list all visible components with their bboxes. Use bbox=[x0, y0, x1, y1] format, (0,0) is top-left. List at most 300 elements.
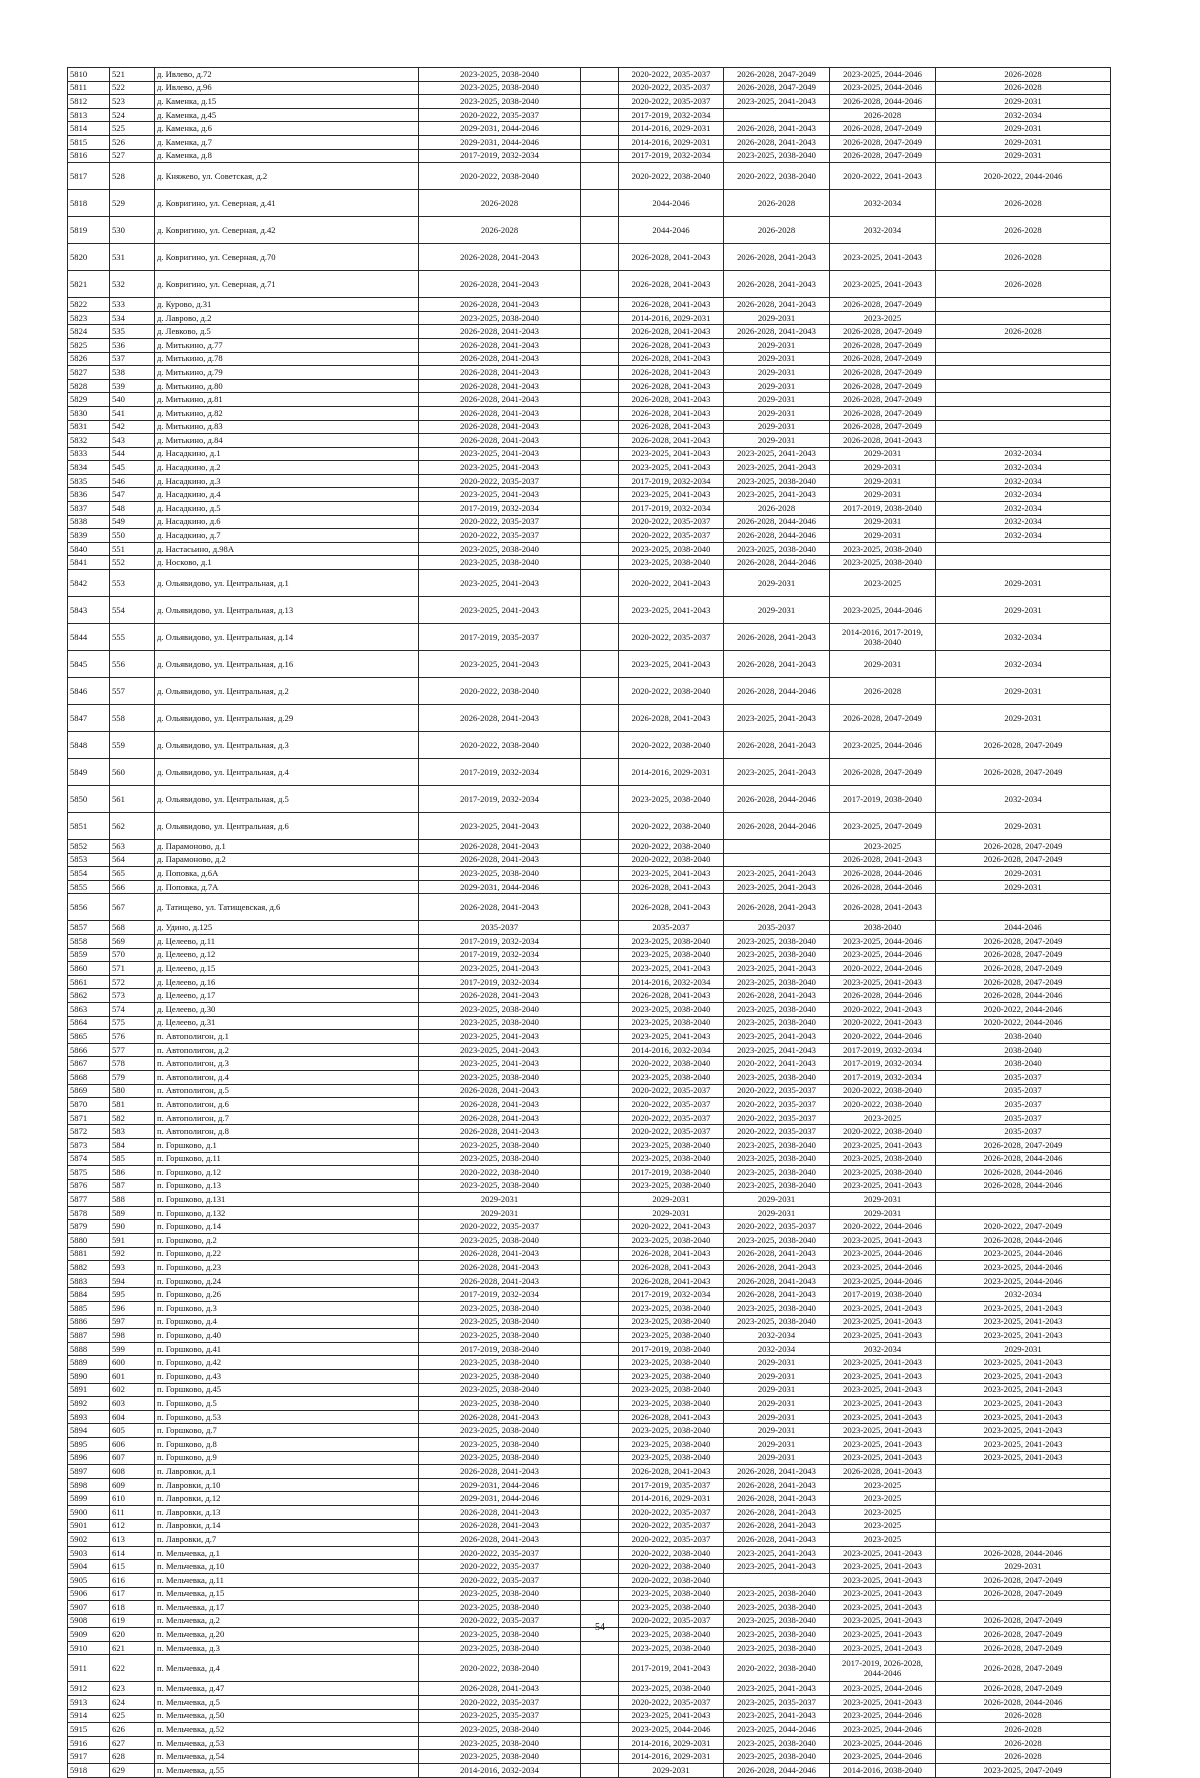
period-cell-5: 2026-2028, 2047-2049 bbox=[936, 948, 1111, 962]
period-cell-3: 2026-2028, 2044-2046 bbox=[724, 678, 830, 705]
row-number-cell: 5899 bbox=[68, 1492, 110, 1506]
period-cell-1: 2026-2028, 2041-2043 bbox=[419, 325, 581, 339]
item-index-cell: 608 bbox=[110, 1465, 155, 1479]
item-index-cell: 535 bbox=[110, 325, 155, 339]
spacer-cell bbox=[581, 217, 619, 244]
address-cell: п. Горшково, д.7 bbox=[155, 1424, 419, 1438]
item-index-cell: 628 bbox=[110, 1750, 155, 1764]
spacer-cell bbox=[581, 1247, 619, 1261]
period-cell-4: 2026-2028 bbox=[830, 108, 936, 122]
period-cell-4: 2026-2028, 2047-2049 bbox=[830, 759, 936, 786]
period-cell-2: 2023-2025, 2038-2040 bbox=[619, 1370, 724, 1384]
period-cell-3: 2026-2028, 2044-2046 bbox=[724, 515, 830, 529]
item-index-cell: 554 bbox=[110, 597, 155, 624]
period-cell-5 bbox=[936, 379, 1111, 393]
address-cell: д. Ольявидово, ул. Центральная, д.16 bbox=[155, 651, 419, 678]
period-cell-1: 2026-2028 bbox=[419, 217, 581, 244]
period-cell-1: 2023-2025, 2041-2043 bbox=[419, 570, 581, 597]
period-cell-5: 2038-2040 bbox=[936, 1043, 1111, 1057]
table-row bbox=[68, 1750, 1111, 1764]
period-cell-3: 2023-2025, 2038-2040 bbox=[724, 1152, 830, 1166]
period-cell-4: 2026-2028, 2047-2049 bbox=[830, 325, 936, 339]
spacer-cell bbox=[581, 556, 619, 570]
address-cell: д. Ольявидово, ул. Центральная, д.29 bbox=[155, 705, 419, 732]
table-row bbox=[68, 1111, 1111, 1125]
spacer-cell bbox=[581, 1764, 619, 1778]
period-cell-5: 2029-2031 bbox=[936, 1560, 1111, 1574]
period-cell-3: 2029-2031 bbox=[724, 1370, 830, 1384]
row-number-cell: 5913 bbox=[68, 1696, 110, 1710]
period-cell-4: 2023-2025, 2041-2043 bbox=[830, 1383, 936, 1397]
period-cell-3: 2023-2025, 2038-2040 bbox=[724, 1736, 830, 1750]
period-cell-4: 2032-2034 bbox=[830, 1342, 936, 1356]
table-row bbox=[68, 556, 1111, 570]
period-cell-4: 2023-2025, 2044-2046 bbox=[830, 1247, 936, 1261]
address-cell: д. Ковригино, ул. Северная, д.41 bbox=[155, 190, 419, 217]
period-cell-4: 2023-2025, 2044-2046 bbox=[830, 1750, 936, 1764]
period-cell-2: 2020-2022, 2035-2037 bbox=[619, 529, 724, 543]
period-cell-2: 2023-2025, 2038-2040 bbox=[619, 786, 724, 813]
table-row bbox=[68, 1234, 1111, 1248]
period-cell-2: 2044-2046 bbox=[619, 217, 724, 244]
address-cell: п. Горшково, д.23 bbox=[155, 1261, 419, 1275]
period-cell-4: 2023-2025, 2044-2046 bbox=[830, 1736, 936, 1750]
period-cell-3: 2026-2028, 2041-2043 bbox=[724, 135, 830, 149]
period-cell-5: 2026-2028 bbox=[936, 1750, 1111, 1764]
address-cell: д. Каменка, д.45 bbox=[155, 108, 419, 122]
period-cell-2: 2017-2019, 2032-2034 bbox=[619, 1288, 724, 1302]
period-cell-2: 2026-2028, 2041-2043 bbox=[619, 989, 724, 1003]
period-cell-5: 2032-2034 bbox=[936, 461, 1111, 475]
item-index-cell: 626 bbox=[110, 1723, 155, 1737]
address-cell: д. Насадкино, д.2 bbox=[155, 461, 419, 475]
table-row bbox=[68, 190, 1111, 217]
address-cell: п. Горшково, д.41 bbox=[155, 1342, 419, 1356]
period-cell-4: 2023-2025, 2041-2043 bbox=[830, 1614, 936, 1628]
period-cell-2: 2023-2025, 2038-2040 bbox=[619, 948, 724, 962]
address-cell: д. Настасьино, д.98А bbox=[155, 542, 419, 556]
item-index-cell: 533 bbox=[110, 298, 155, 312]
spacer-cell bbox=[581, 1505, 619, 1519]
table-row bbox=[68, 1206, 1111, 1220]
period-cell-3: 2029-2031 bbox=[724, 406, 830, 420]
period-cell-4: 2023-2025 bbox=[830, 1478, 936, 1492]
row-number-cell: 5911 bbox=[68, 1655, 110, 1682]
spacer-cell bbox=[581, 1193, 619, 1207]
row-number-cell: 5882 bbox=[68, 1261, 110, 1275]
period-cell-5: 2026-2028 bbox=[936, 325, 1111, 339]
address-cell: п. Мельчевка, д.10 bbox=[155, 1560, 419, 1574]
item-index-cell: 613 bbox=[110, 1533, 155, 1547]
period-cell-5: 2026-2028 bbox=[936, 1723, 1111, 1737]
period-cell-4: 2026-2028, 2041-2043 bbox=[830, 434, 936, 448]
period-cell-3: 2023-2025, 2041-2043 bbox=[724, 1709, 830, 1723]
period-cell-5: 2029-2031 bbox=[936, 149, 1111, 163]
period-cell-1: 2023-2025, 2041-2043 bbox=[419, 1043, 581, 1057]
spacer-cell bbox=[581, 624, 619, 651]
item-index-cell: 523 bbox=[110, 95, 155, 109]
spacer-cell bbox=[581, 447, 619, 461]
row-number-cell: 5878 bbox=[68, 1206, 110, 1220]
address-cell: п. Горшково, д.11 bbox=[155, 1152, 419, 1166]
item-index-cell: 605 bbox=[110, 1424, 155, 1438]
table-row bbox=[68, 1641, 1111, 1655]
period-cell-3: 2023-2025, 2038-2040 bbox=[724, 935, 830, 949]
period-cell-5 bbox=[936, 1465, 1111, 1479]
spacer-cell bbox=[581, 1179, 619, 1193]
period-cell-4: 2023-2025, 2041-2043 bbox=[830, 1356, 936, 1370]
period-cell-5: 2020-2022, 2044-2046 bbox=[936, 1002, 1111, 1016]
period-cell-4: 2023-2025, 2041-2043 bbox=[830, 1696, 936, 1710]
period-cell-3: 2026-2028, 2044-2046 bbox=[724, 556, 830, 570]
address-cell: п. Автополигон, д.8 bbox=[155, 1125, 419, 1139]
table-row bbox=[68, 95, 1111, 109]
row-number-cell: 5854 bbox=[68, 867, 110, 881]
item-index-cell: 529 bbox=[110, 190, 155, 217]
period-cell-3: 2026-2028 bbox=[724, 217, 830, 244]
item-index-cell: 549 bbox=[110, 515, 155, 529]
schedule-table bbox=[67, 67, 1111, 1778]
row-number-cell: 5859 bbox=[68, 948, 110, 962]
table-row bbox=[68, 1709, 1111, 1723]
period-cell-1: 2026-2028, 2041-2043 bbox=[419, 1098, 581, 1112]
row-number-cell: 5865 bbox=[68, 1030, 110, 1044]
period-cell-3 bbox=[724, 853, 830, 867]
table-row bbox=[68, 1261, 1111, 1275]
table-row bbox=[68, 1288, 1111, 1302]
row-number-cell: 5889 bbox=[68, 1356, 110, 1370]
period-cell-4: 2029-2031 bbox=[830, 474, 936, 488]
period-cell-5 bbox=[936, 894, 1111, 921]
period-cell-3: 2026-2028, 2041-2043 bbox=[724, 325, 830, 339]
period-cell-3: 2029-2031 bbox=[724, 597, 830, 624]
spacer-cell bbox=[581, 135, 619, 149]
item-index-cell: 534 bbox=[110, 311, 155, 325]
period-cell-1: 2023-2025, 2035-2037 bbox=[419, 1709, 581, 1723]
row-number-cell: 5876 bbox=[68, 1179, 110, 1193]
period-cell-2: 2020-2022, 2035-2037 bbox=[619, 81, 724, 95]
period-cell-1: 2026-2028, 2041-2043 bbox=[419, 420, 581, 434]
table-row bbox=[68, 1030, 1111, 1044]
address-cell: д. Ольявидово, ул. Центральная, д.6 bbox=[155, 813, 419, 840]
address-cell: д. Митькино, д.80 bbox=[155, 379, 419, 393]
period-cell-3: 2026-2028, 2041-2043 bbox=[724, 1274, 830, 1288]
period-cell-2: 2020-2022, 2041-2043 bbox=[619, 570, 724, 597]
address-cell: п. Лавровки, д.12 bbox=[155, 1492, 419, 1506]
period-cell-4: 2032-2034 bbox=[830, 190, 936, 217]
item-index-cell: 615 bbox=[110, 1560, 155, 1574]
table-row bbox=[68, 163, 1111, 190]
item-index-cell: 594 bbox=[110, 1274, 155, 1288]
period-cell-2: 2020-2022, 2038-2040 bbox=[619, 678, 724, 705]
item-index-cell: 528 bbox=[110, 163, 155, 190]
address-cell: д. Целеево, д.30 bbox=[155, 1002, 419, 1016]
spacer-cell bbox=[581, 1274, 619, 1288]
period-cell-5: 2026-2028 bbox=[936, 190, 1111, 217]
period-cell-2: 2014-2016, 2032-2034 bbox=[619, 1043, 724, 1057]
period-cell-5: 2020-2022, 2044-2046 bbox=[936, 1016, 1111, 1030]
address-cell: д. Митькино, д.77 bbox=[155, 338, 419, 352]
row-number-cell: 5822 bbox=[68, 298, 110, 312]
spacer-cell bbox=[581, 1587, 619, 1601]
item-index-cell: 565 bbox=[110, 867, 155, 881]
item-index-cell: 607 bbox=[110, 1451, 155, 1465]
address-cell: д. Каменка, д.8 bbox=[155, 149, 419, 163]
period-cell-1: 2023-2025, 2041-2043 bbox=[419, 813, 581, 840]
period-cell-5: 2023-2025, 2047-2049 bbox=[936, 1764, 1111, 1778]
table-row bbox=[68, 1764, 1111, 1778]
period-cell-3: 2023-2025, 2038-2040 bbox=[724, 1138, 830, 1152]
period-cell-4: 2023-2025, 2038-2040 bbox=[830, 1166, 936, 1180]
period-cell-3: 2026-2028, 2041-2043 bbox=[724, 1247, 830, 1261]
period-cell-1: 2026-2028, 2041-2043 bbox=[419, 1410, 581, 1424]
period-cell-2: 2023-2025, 2038-2040 bbox=[619, 1587, 724, 1601]
table-row bbox=[68, 338, 1111, 352]
period-cell-5: 2020-2022, 2047-2049 bbox=[936, 1220, 1111, 1234]
period-cell-4: 2023-2025, 2038-2040 bbox=[830, 1152, 936, 1166]
period-cell-5: 2026-2028, 2044-2046 bbox=[936, 1546, 1111, 1560]
item-index-cell: 619 bbox=[110, 1614, 155, 1628]
item-index-cell: 548 bbox=[110, 502, 155, 516]
spacer-cell bbox=[581, 1084, 619, 1098]
period-cell-4: 2029-2031 bbox=[830, 651, 936, 678]
item-index-cell: 580 bbox=[110, 1084, 155, 1098]
item-index-cell: 527 bbox=[110, 149, 155, 163]
address-cell: п. Автополигон, д.1 bbox=[155, 1030, 419, 1044]
row-number-cell: 5829 bbox=[68, 393, 110, 407]
period-cell-3: 2026-2028, 2041-2043 bbox=[724, 1533, 830, 1547]
period-cell-4: 2017-2019, 2026-2028, 2044-2046 bbox=[830, 1655, 936, 1682]
period-cell-3: 2026-2028 bbox=[724, 502, 830, 516]
schedule-sheet bbox=[67, 67, 1110, 1778]
period-cell-5: 2023-2025, 2044-2046 bbox=[936, 1274, 1111, 1288]
period-cell-1: 2026-2028, 2041-2043 bbox=[419, 244, 581, 271]
period-cell-1: 2020-2022, 2035-2037 bbox=[419, 1560, 581, 1574]
item-index-cell: 598 bbox=[110, 1329, 155, 1343]
period-cell-1: 2020-2022, 2038-2040 bbox=[419, 163, 581, 190]
address-cell: д. Митькино, д.84 bbox=[155, 434, 419, 448]
address-cell: д. Каменка, д.15 bbox=[155, 95, 419, 109]
period-cell-4: 2023-2025, 2041-2043 bbox=[830, 1587, 936, 1601]
item-index-cell: 604 bbox=[110, 1410, 155, 1424]
item-index-cell: 562 bbox=[110, 813, 155, 840]
row-number-cell: 5895 bbox=[68, 1437, 110, 1451]
period-cell-3: 2029-2031 bbox=[724, 352, 830, 366]
address-cell: д. Ковригино, ул. Северная, д.70 bbox=[155, 244, 419, 271]
item-index-cell: 627 bbox=[110, 1736, 155, 1750]
period-cell-4: 2026-2028, 2047-2049 bbox=[830, 352, 936, 366]
spacer-cell bbox=[581, 338, 619, 352]
item-index-cell: 600 bbox=[110, 1356, 155, 1370]
period-cell-1: 2026-2028, 2041-2043 bbox=[419, 1111, 581, 1125]
period-cell-1: 2023-2025, 2038-2040 bbox=[419, 1628, 581, 1642]
table-row bbox=[68, 366, 1111, 380]
period-cell-5: 2038-2040 bbox=[936, 1030, 1111, 1044]
period-cell-5: 2023-2025, 2041-2043 bbox=[936, 1356, 1111, 1370]
address-cell: д. Насадкино, д.4 bbox=[155, 488, 419, 502]
item-index-cell: 570 bbox=[110, 948, 155, 962]
period-cell-5: 2026-2028, 2047-2049 bbox=[936, 935, 1111, 949]
period-cell-3: 2023-2025, 2038-2040 bbox=[724, 1070, 830, 1084]
item-index-cell: 552 bbox=[110, 556, 155, 570]
period-cell-1: 2023-2025, 2038-2040 bbox=[419, 81, 581, 95]
spacer-cell bbox=[581, 853, 619, 867]
period-cell-5: 2026-2028, 2044-2046 bbox=[936, 1179, 1111, 1193]
spacer-cell bbox=[581, 880, 619, 894]
spacer-cell bbox=[581, 962, 619, 976]
address-cell: д. Парамоново, д.2 bbox=[155, 853, 419, 867]
table-row bbox=[68, 597, 1111, 624]
period-cell-3: 2023-2025, 2038-2040 bbox=[724, 1614, 830, 1628]
address-cell: п. Автополигон, д.5 bbox=[155, 1084, 419, 1098]
row-number-cell: 5826 bbox=[68, 352, 110, 366]
period-cell-2: 2017-2019, 2032-2034 bbox=[619, 149, 724, 163]
period-cell-3: 2029-2031 bbox=[724, 1437, 830, 1451]
period-cell-1: 2026-2028, 2041-2043 bbox=[419, 379, 581, 393]
item-index-cell: 560 bbox=[110, 759, 155, 786]
address-cell: п. Горшково, д.9 bbox=[155, 1451, 419, 1465]
address-cell: д. Каменка, д.7 bbox=[155, 135, 419, 149]
row-number-cell: 5846 bbox=[68, 678, 110, 705]
address-cell: д. Татищево, ул. Татищевская, д.6 bbox=[155, 894, 419, 921]
period-cell-3: 2026-2028, 2041-2043 bbox=[724, 1288, 830, 1302]
address-cell: д. Митькино, д.78 bbox=[155, 352, 419, 366]
item-index-cell: 545 bbox=[110, 461, 155, 475]
spacer-cell bbox=[581, 1234, 619, 1248]
period-cell-5: 2026-2028 bbox=[936, 271, 1111, 298]
period-cell-1: 2026-2028, 2041-2043 bbox=[419, 853, 581, 867]
period-cell-1: 2023-2025, 2038-2040 bbox=[419, 1723, 581, 1737]
period-cell-3: 2032-2034 bbox=[724, 1342, 830, 1356]
item-index-cell: 547 bbox=[110, 488, 155, 502]
address-cell: п. Мельчевка, д.1 bbox=[155, 1546, 419, 1560]
period-cell-3: 2023-2025, 2038-2040 bbox=[724, 1016, 830, 1030]
item-index-cell: 542 bbox=[110, 420, 155, 434]
spacer-cell bbox=[581, 366, 619, 380]
address-cell: п. Горшково, д.8 bbox=[155, 1437, 419, 1451]
table-row bbox=[68, 1655, 1111, 1682]
address-cell: д. Ольявидово, ул. Центральная, д.14 bbox=[155, 624, 419, 651]
period-cell-2: 2044-2046 bbox=[619, 190, 724, 217]
row-number-cell: 5818 bbox=[68, 190, 110, 217]
period-cell-2: 2026-2028, 2041-2043 bbox=[619, 325, 724, 339]
period-cell-5: 2044-2046 bbox=[936, 921, 1111, 935]
period-cell-3: 2029-2031 bbox=[724, 1383, 830, 1397]
period-cell-5: 2026-2028, 2047-2049 bbox=[936, 1641, 1111, 1655]
period-cell-2: 2023-2025, 2038-2040 bbox=[619, 1397, 724, 1411]
row-number-cell: 5883 bbox=[68, 1274, 110, 1288]
spacer-cell bbox=[581, 1329, 619, 1343]
period-cell-3: 2023-2025, 2041-2043 bbox=[724, 705, 830, 732]
period-cell-2: 2023-2025, 2038-2040 bbox=[619, 1641, 724, 1655]
item-index-cell: 571 bbox=[110, 962, 155, 976]
period-cell-3: 2023-2025, 2038-2040 bbox=[724, 1587, 830, 1601]
period-cell-3: 2029-2031 bbox=[724, 379, 830, 393]
spacer-cell bbox=[581, 1220, 619, 1234]
row-number-cell: 5887 bbox=[68, 1329, 110, 1343]
row-number-cell: 5871 bbox=[68, 1111, 110, 1125]
period-cell-3 bbox=[724, 1573, 830, 1587]
address-cell: п. Автополигон, д.3 bbox=[155, 1057, 419, 1071]
period-cell-5: 2032-2034 bbox=[936, 108, 1111, 122]
item-index-cell: 537 bbox=[110, 352, 155, 366]
period-cell-1: 2026-2028, 2041-2043 bbox=[419, 1084, 581, 1098]
row-number-cell: 5827 bbox=[68, 366, 110, 380]
spacer-cell bbox=[581, 311, 619, 325]
period-cell-1: 2023-2025, 2038-2040 bbox=[419, 1315, 581, 1329]
row-number-cell: 5850 bbox=[68, 786, 110, 813]
address-cell: д. Целеево, д.17 bbox=[155, 989, 419, 1003]
spacer-cell bbox=[581, 190, 619, 217]
item-index-cell: 559 bbox=[110, 732, 155, 759]
period-cell-3: 2026-2028, 2047-2049 bbox=[724, 68, 830, 82]
period-cell-4: 2026-2028, 2047-2049 bbox=[830, 393, 936, 407]
period-cell-4: 2023-2025, 2044-2046 bbox=[830, 1261, 936, 1275]
period-cell-4: 2026-2028 bbox=[830, 678, 936, 705]
period-cell-5: 2029-2031 bbox=[936, 597, 1111, 624]
spacer-cell bbox=[581, 1750, 619, 1764]
period-cell-2: 2023-2025, 2038-2040 bbox=[619, 1451, 724, 1465]
table-row bbox=[68, 759, 1111, 786]
table-row bbox=[68, 1002, 1111, 1016]
table-row bbox=[68, 867, 1111, 881]
period-cell-4: 2020-2022, 2041-2043 bbox=[830, 1002, 936, 1016]
period-cell-3: 2023-2025, 2041-2043 bbox=[724, 461, 830, 475]
row-number-cell: 5841 bbox=[68, 556, 110, 570]
address-cell: п. Мельчевка, д.55 bbox=[155, 1764, 419, 1778]
row-number-cell: 5847 bbox=[68, 705, 110, 732]
address-cell: д. Митькино, д.79 bbox=[155, 366, 419, 380]
table-row bbox=[68, 461, 1111, 475]
period-cell-2: 2014-2016, 2029-2031 bbox=[619, 759, 724, 786]
period-cell-4: 2023-2025, 2041-2043 bbox=[830, 1641, 936, 1655]
period-cell-2: 2026-2028, 2041-2043 bbox=[619, 338, 724, 352]
table-row bbox=[68, 813, 1111, 840]
period-cell-5 bbox=[936, 1478, 1111, 1492]
spacer-cell bbox=[581, 867, 619, 881]
address-cell: п. Горшково, д.24 bbox=[155, 1274, 419, 1288]
address-cell: п. Мельчевка, д.11 bbox=[155, 1573, 419, 1587]
period-cell-4: 2026-2028, 2047-2049 bbox=[830, 420, 936, 434]
period-cell-3: 2023-2025, 2038-2040 bbox=[724, 1601, 830, 1615]
period-cell-3: 2026-2028, 2041-2043 bbox=[724, 244, 830, 271]
period-cell-4: 2023-2025, 2041-2043 bbox=[830, 244, 936, 271]
item-index-cell: 567 bbox=[110, 894, 155, 921]
period-cell-4: 2026-2028, 2047-2049 bbox=[830, 705, 936, 732]
period-cell-5: 2029-2031 bbox=[936, 678, 1111, 705]
period-cell-2: 2023-2025, 2044-2046 bbox=[619, 1723, 724, 1737]
table-row bbox=[68, 786, 1111, 813]
row-number-cell: 5867 bbox=[68, 1057, 110, 1071]
period-cell-3: 2020-2022, 2035-2037 bbox=[724, 1111, 830, 1125]
period-cell-3: 2023-2025, 2041-2043 bbox=[724, 1043, 830, 1057]
period-cell-5: 2023-2025, 2041-2043 bbox=[936, 1437, 1111, 1451]
period-cell-2: 2023-2025, 2038-2040 bbox=[619, 1138, 724, 1152]
address-cell: д. Ольявидово, ул. Центральная, д.2 bbox=[155, 678, 419, 705]
address-cell: д. Лаврово, д.2 bbox=[155, 311, 419, 325]
item-index-cell: 551 bbox=[110, 542, 155, 556]
period-cell-1: 2020-2022, 2035-2037 bbox=[419, 1220, 581, 1234]
address-cell: д. Митькино, д.83 bbox=[155, 420, 419, 434]
row-number-cell: 5858 bbox=[68, 935, 110, 949]
spacer-cell bbox=[581, 271, 619, 298]
address-cell: д. Целеево, д.16 bbox=[155, 975, 419, 989]
row-number-cell: 5853 bbox=[68, 853, 110, 867]
item-index-cell: 536 bbox=[110, 338, 155, 352]
period-cell-2: 2023-2025, 2038-2040 bbox=[619, 1601, 724, 1615]
row-number-cell: 5905 bbox=[68, 1573, 110, 1587]
table-row bbox=[68, 1546, 1111, 1560]
